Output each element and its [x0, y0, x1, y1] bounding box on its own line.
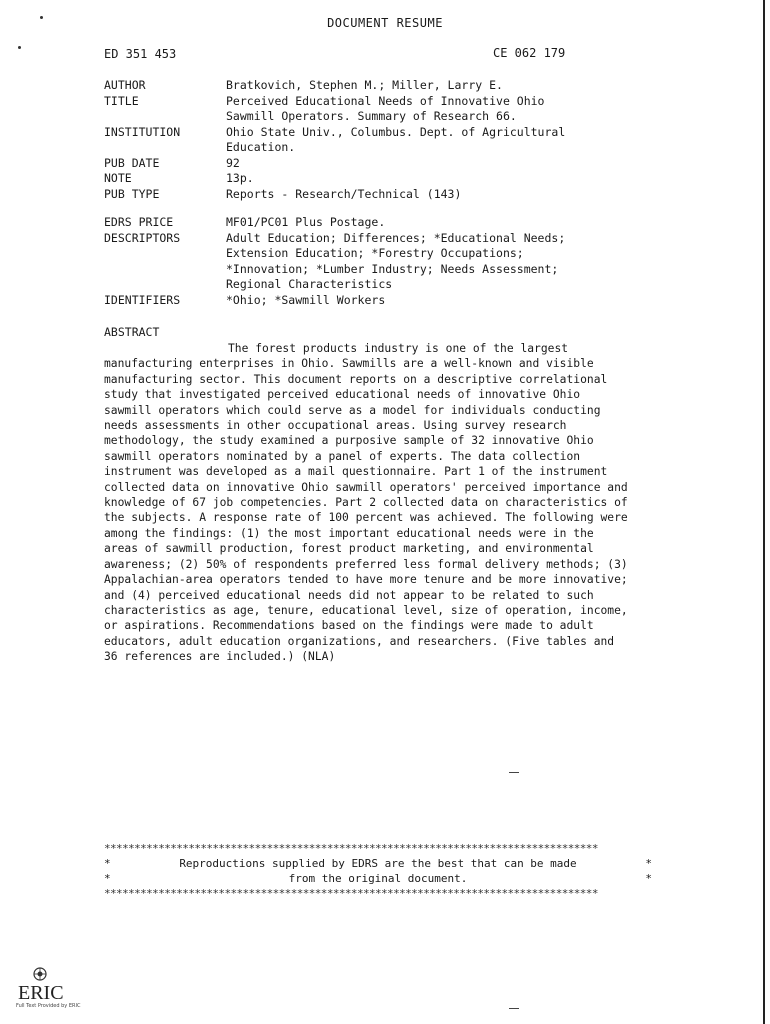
reproduction-notice-box	[104, 841, 652, 901]
scan-speck	[18, 46, 21, 49]
field-value: *Ohio; *Sawmill Workers	[226, 292, 386, 307]
notice-line-1	[104, 856, 652, 871]
star-border-top: **********************************************************************************	[104, 842, 598, 855]
field-label: TITLE	[104, 93, 139, 108]
scan-mark	[509, 772, 519, 773]
field-row-institution	[104, 125, 664, 156]
field-value: Perceived Educational Needs of Innovative Ohio Sawmill Operators. Summary of Research 66.	[226, 93, 545, 123]
field-value: 13p.	[226, 171, 254, 185]
star-border-bottom: **********************************************************************************	[104, 887, 598, 900]
field-value: Reports - Research/Technical (143)	[226, 186, 462, 201]
field-label: NOTE	[104, 171, 132, 185]
field-value: Bratkovich, Stephen M.; Miller, Larry E.	[226, 78, 503, 92]
abstract-body: The forest products industry is one of the largest manufacturing enterprises in Ohio. Sawmills are a well-known and visible manufacturing sector. This document reports on a descriptive correlational study that investigated perceived educational needs of innovative Ohio sawmill operators which could serve as a model for individuals conducting needs assessments in other occupational areas. Using survey research methodology, the study examined a purposive sample of 32 innovative Ohio sawmill operators nominated by a panel of experts. The data collection instrument was developed as a mail questionnaire. Part 1 of the instrument collected data on innovative Ohio sawmill operators' perceived importance and knowledge of 67 job competencies. Part 2 collected data on characteristics of the subjects. A response rate of 100 percent was achieved. The following were among the findings: (1) the most important educational needs were in the areas of sawmill production, forest product marketing, and environmental awareness; (2) 50% of respondents preferred less formal delivery methods; (3) Appalachian-area operators tended to have more tenure and be more innovative; and (4) perceived educational needs did not appear to be related to such characteristics as age, tenure, educational level, size of operation, income, or aspirations. Recommendations based on the findings were made to adult educators, adult education organizations, and researchers. (Five tables and 36 references are included.) (NLA)	[104, 342, 628, 664]
field-row-author	[104, 78, 664, 94]
field-value: 92	[226, 155, 240, 170]
field-row-note	[104, 171, 664, 187]
field-row-title	[104, 94, 664, 125]
document-resume-title: DOCUMENT RESUME	[327, 16, 443, 30]
notice-line-2	[104, 871, 652, 886]
star-marker: *	[104, 857, 111, 870]
page-edge-rule	[763, 0, 765, 1024]
bibliographic-fields	[104, 78, 664, 308]
field-value: MF01/PC01 Plus Postage.	[226, 215, 386, 229]
abstract-heading: ABSTRACT	[104, 325, 160, 339]
eric-logo-text: ERIC	[18, 982, 64, 1004]
star-marker: *	[645, 872, 652, 885]
field-row-identifiers	[104, 293, 664, 309]
eric-caption: Full Text Provided by ERIC	[16, 1003, 81, 1009]
field-row-descriptors	[104, 231, 664, 293]
field-row-edrs-price	[104, 215, 664, 231]
field-label: AUTHOR	[104, 78, 146, 92]
field-value: Ohio State Univ., Columbus. Dept. of Agricultural Education.	[226, 124, 566, 154]
field-label: PUB TYPE	[104, 186, 160, 201]
spacer	[104, 202, 664, 215]
notice-text-2: from the original document.	[288, 872, 468, 885]
star-marker: *	[104, 872, 111, 885]
ce-number: CE 062 179	[493, 46, 566, 60]
field-label: INSTITUTION	[104, 124, 181, 139]
field-row-pub-type	[104, 187, 664, 203]
ed-number: ED 351 453	[104, 47, 177, 61]
scan-mark	[509, 1008, 519, 1009]
field-label: PUB DATE	[104, 155, 160, 170]
field-label: DESCRIPTORS	[104, 230, 181, 245]
field-row-pub-date	[104, 156, 664, 172]
field-label: EDRS PRICE	[104, 215, 174, 229]
notice-text-1: Reproductions supplied by EDRS are the best that can be made	[179, 857, 577, 870]
field-label: IDENTIFIERS	[104, 292, 181, 307]
star-marker: *	[645, 857, 652, 870]
field-value: Adult Education; Differences; *Educational Needs; Extension Education; *Forestry Occupations; *Innovation; *Lumber Industry; Needs Assessment; Regional Characteristics	[226, 230, 566, 291]
